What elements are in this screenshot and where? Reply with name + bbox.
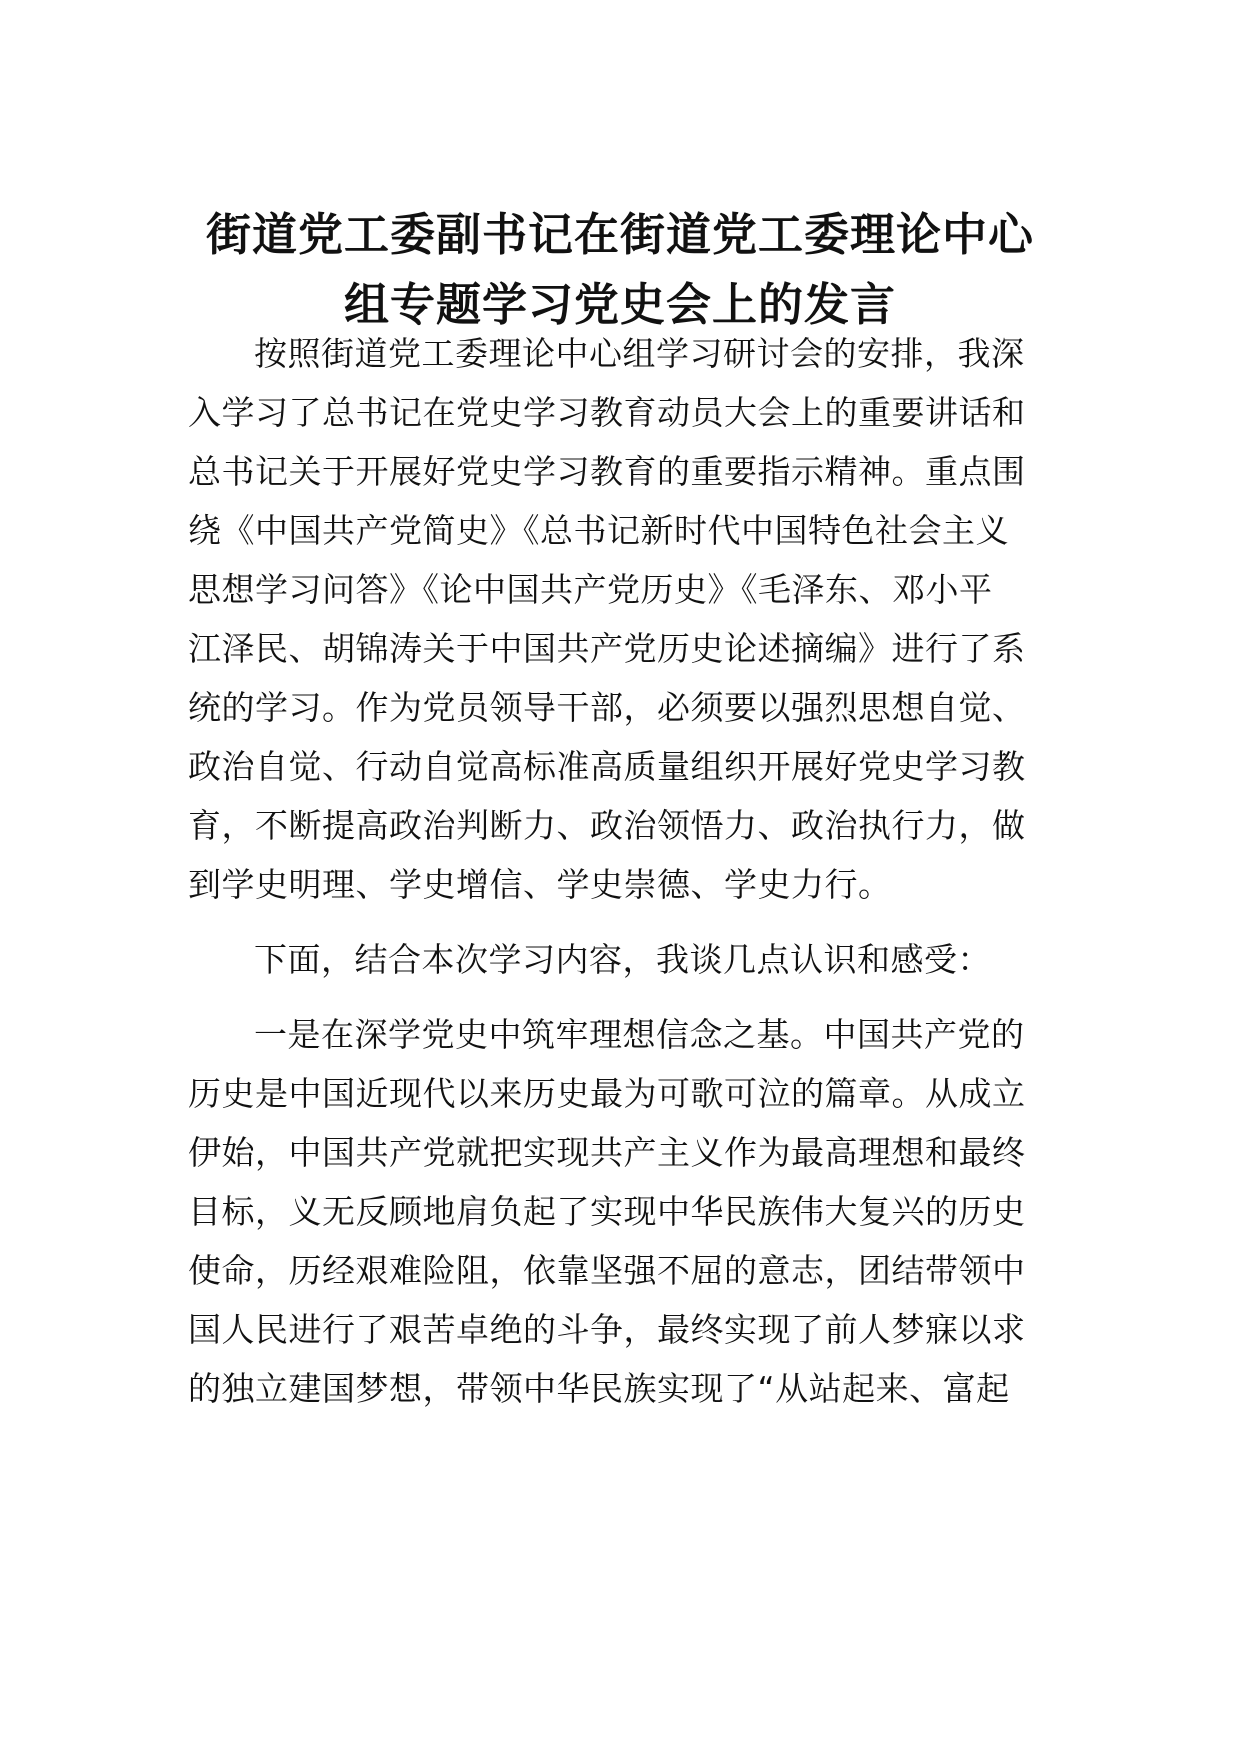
document-title <box>150 200 1090 340</box>
paragraph-line: 政治自觉、行动自觉高标准高质量组织开展好党史学习教 <box>188 747 1026 786</box>
paragraph-line: 江泽民、胡锦涛关于中国共产党历史论述摘编》进行了系 <box>188 629 1026 668</box>
paragraph-line: 绕《中国共产党简史》《总书记新时代中国特色社会主义 <box>188 511 1009 550</box>
paragraph-line: 下面，结合本次学习内容，我谈几点认识和感受： <box>254 940 991 979</box>
paragraph-line: 到学史明理、学史增信、学史崇德、学史力行。 <box>188 865 892 904</box>
paragraph-line: 一是在深学党史中筑牢理想信念之基。中国共产党的 <box>254 1015 1025 1054</box>
paragraph-line: 统的学习。作为党员领导干部，必须要以强烈思想自觉、 <box>188 688 1026 727</box>
paragraph-line: 使命，历经艰难险阻，依靠坚强不屈的意志，团结带领中 <box>188 1251 1026 1290</box>
paragraph-line: 入学习了总书记在党史学习教育动员大会上的重要讲话和 <box>188 393 1026 432</box>
paragraph-line: 育，不断提高政治判断力、政治领悟力、政治执行力，做 <box>188 806 1026 845</box>
paragraph-line: 思想学习问答》《论中国共产党历史》《毛泽东、邓小平 <box>188 570 993 609</box>
paragraph-line: 历史是中国近现代以来历史最为可歌可泣的篇章。从成立 <box>188 1074 1026 1113</box>
paragraph-line: 目标，义无反顾地肩负起了实现中华民族伟大复兴的历史 <box>188 1192 1026 1231</box>
paragraph-line: 国人民进行了艰苦卓绝的斗争，最终实现了前人梦寐以求 <box>188 1310 1026 1349</box>
title-line: 组专题学习党史会上的发言 <box>343 278 896 331</box>
paragraph-line: 按照街道党工委理论中心组学习研讨会的安排，我深 <box>254 334 1025 373</box>
paragraph-line: 总书记关于开展好党史学习教育的重要指示精神。重点围 <box>188 452 1026 491</box>
paragraph-line: 的独立建国梦想，带领中华民族实现了“从站起来、富起 <box>188 1369 1010 1408</box>
paragraph-line: 伊始，中国共产党就把实现共产主义作为最高理想和最终 <box>188 1133 1026 1172</box>
title-line: 街道党工委副书记在街道党工委理论中心 <box>205 208 1034 261</box>
